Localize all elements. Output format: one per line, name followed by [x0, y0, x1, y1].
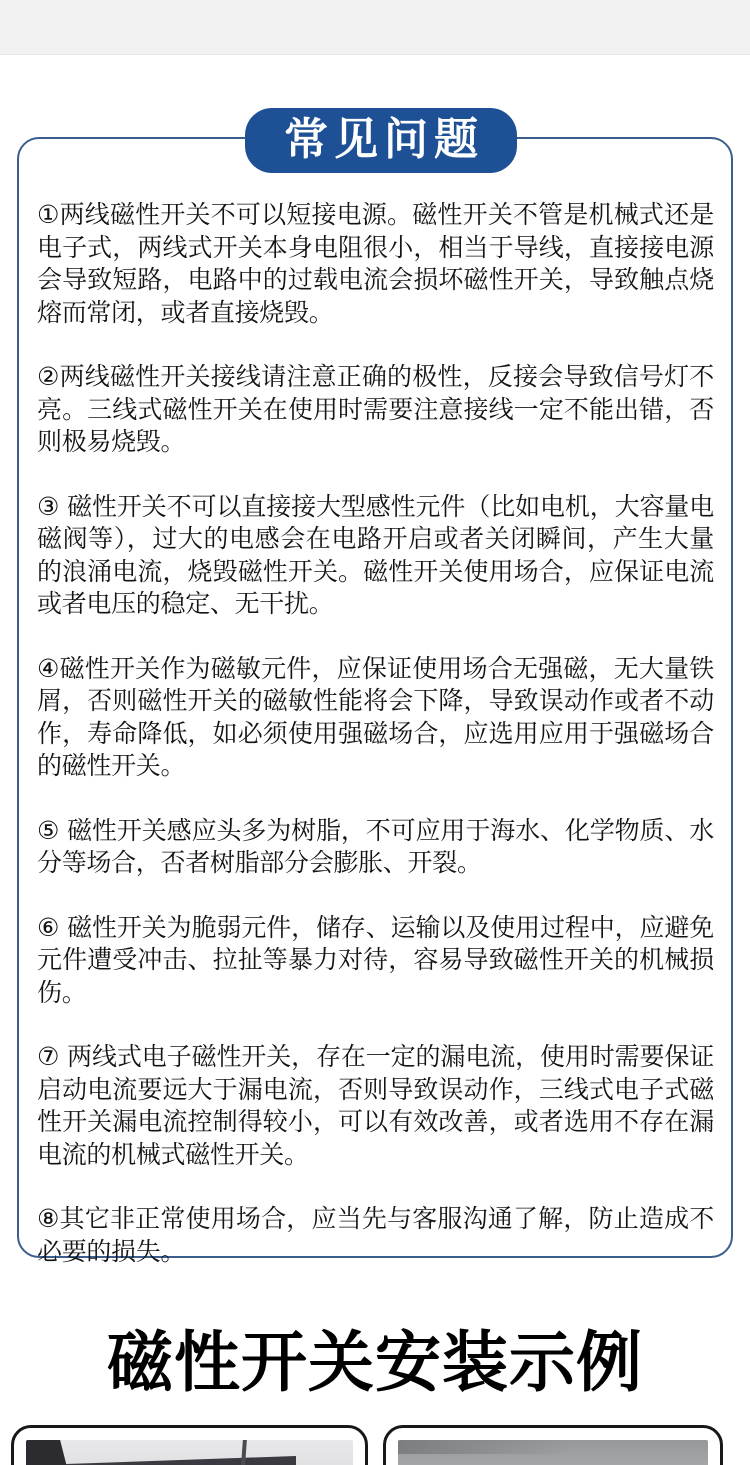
faq-item-6: ⑥ 磁性开关为脆弱元件，储存、运输以及使用过程中，应避免元件遭受冲击、拉扯等暴力对待，容易导致磁性开关的机械损伤。: [37, 912, 714, 1007]
faq-item-3: ③ 磁性开关不可以直接接大型感性元件（比如电机，大容量电磁阀等），过大的电感会在电路开启或者关闭瞬间，产生大量的浪涌电流，烧毁磁性开关。磁性开关使用场合，应保证电流或者电压的稳定、无干扰。: [37, 491, 714, 618]
section-title: 磁性开关安装示例: [107, 1324, 643, 1401]
shadow-smudge: [398, 1440, 569, 1454]
faq-item-8: ⑧其它非正常使用场合，应当先与客服沟通了解，防止造成不必要的损失。: [37, 1204, 714, 1266]
faq-item-1: ①两线磁性开关不可以短接电源。磁性开关不管是机械式还是电子式，两线式开关本身电阻很小，相当于导线，直接接电源会导致短路，电路中的过载电流会损坏磁性开关，导致触点烧熔而常闭，或者直接烧毁。: [37, 200, 714, 327]
cylinder-shape: [66, 1456, 296, 1465]
machine-part-shape: [26, 1440, 88, 1465]
installation-photo-card-2: [383, 1425, 723, 1465]
top-gray-bar: [0, 0, 750, 55]
faq-item-2: ②两线磁性开关接线请注意正确的极性，反接会导致信号灯不亮。三线式磁性开关在使用时需要注意接线一定不能出错，否则极易烧毁。: [37, 362, 714, 456]
faq-item-7: ⑦ 两线式电子磁性开关，存在一定的漏电流，使用时需要保证启动电流要远大于漏电流，否则导致误动作，三线式电子式磁性开关漏电流控制得较小，可以有效改善，或者选用不存在漏电流的机械式磁性开关。: [37, 1042, 714, 1169]
installation-photo-card-1: [11, 1425, 368, 1465]
faq-item-4: ④磁性开关作为磁敏元件，应保证使用场合无强磁，无大量铁屑，否则磁性开关的磁敏性能将会下降，导致误动作或者不动作，寿命降低，如必须使用强磁场合，应选用应用于强磁场合的磁性开关。: [37, 653, 714, 780]
faq-badge: 常见问题: [245, 108, 517, 173]
installation-photo-1: [26, 1440, 353, 1465]
installation-photo-2: [398, 1440, 708, 1465]
faq-list: [37, 199, 714, 1300]
faq-item-5: ⑤ 磁性开关感应头多为树脂，不可应用于海水、化学物质、水分等场合，否者树脂部分会膨胀、开裂。: [37, 815, 714, 877]
